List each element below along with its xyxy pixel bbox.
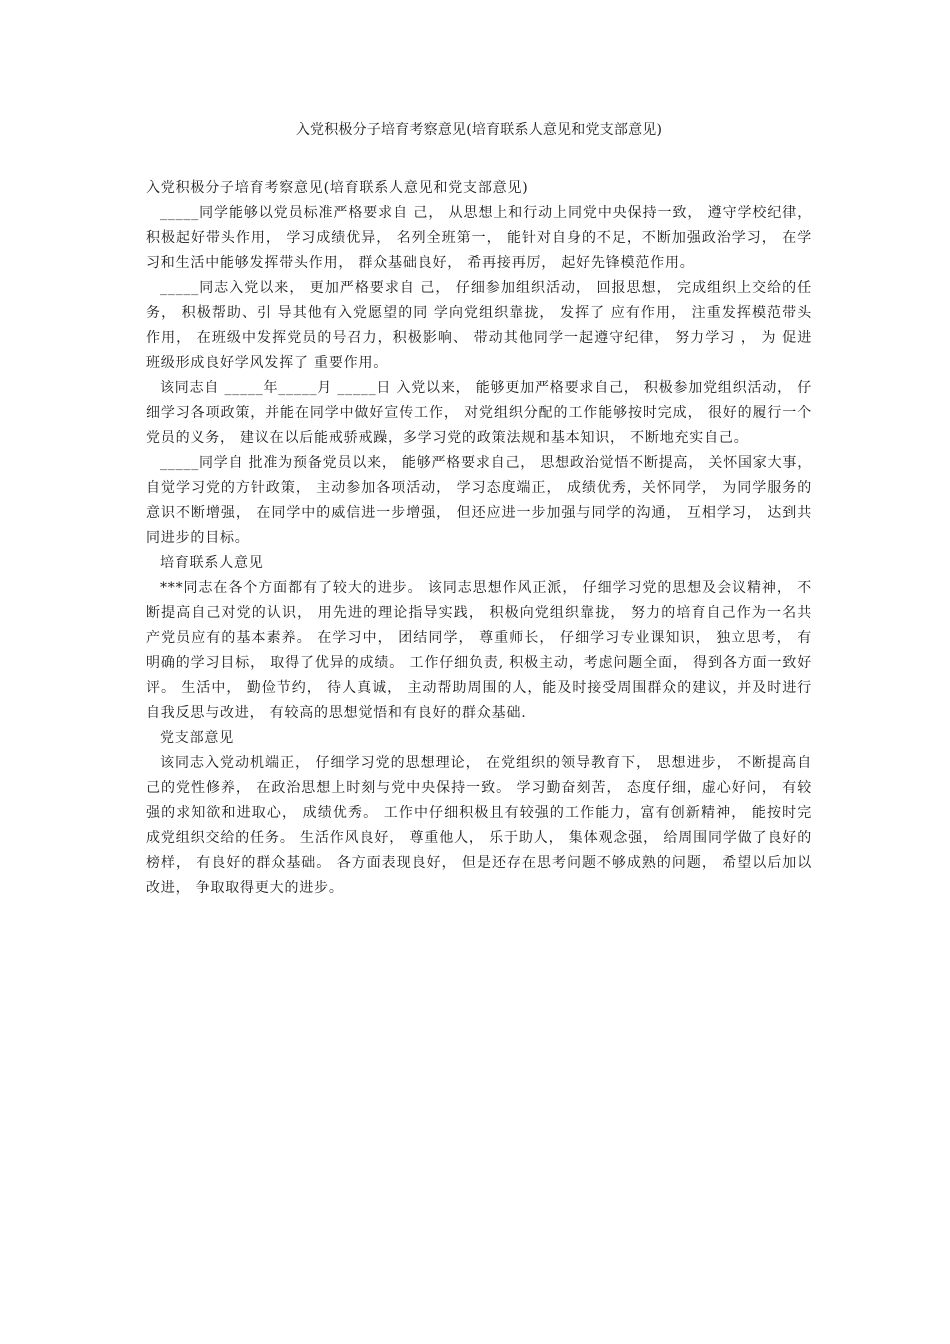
section-heading-liaison: 培育联系人意见: [160, 555, 264, 571]
paragraph-probationary-member: _____同学自 批准为预备党员以来， 能够严格要求自己， 思想政治觉悟不断提高， 关怀国家大事， 自觉学习党的方针政策， 主动参加各项活动， 学习态度端正， 成绩优秀，关怀同学， 为同学服务的意识不断增强， 在同学中的威信进一步增强， 但还应进一步加强与同学的沟通， 互相学习， 达到共同进步的目标。: [146, 455, 812, 546]
document-subtitle: 入党积极分子培育考察意见(培育联系人意见和党支部意见): [146, 180, 529, 196]
paragraph-joined-date: 该同志自 _____年_____月 _____日 入党以来， 能够更加严格要求自己， 积极参加党组织活动， 仔细学习各项政策，并能在同学中做好宣传工作， 对党组织分配的工作能够按时完成， 很好的履行一个党员的义务， 建议在以后能戒骄戒躁，多学习党的政策法规和基本知识， 不断地充实自己。: [146, 380, 812, 446]
document-page: [146, 120, 812, 901]
document-title: 入党积极分子培育考察意见(培育联系人意见和党支部意见): [295, 122, 663, 138]
paragraph-student-standard: _____同学能够以党员标准严格要求自 己， 从思想上和行动上同党中央保持一致， 遵守学校纪律， 积极起好带头作用， 学习成绩优异， 名列全班第一， 能针对自身的不足，不断加强政治学习， 在学习和生活中能够发挥带头作用， 群众基础良好， 希再接再厉， 起好先锋模范作用。: [146, 205, 812, 271]
document-body: [146, 176, 812, 901]
paragraph-branch-opinion: 该同志入党动机端正， 仔细学习党的思想理论， 在党组织的领导教育下， 思想进步， 不断提高自己的党性修养， 在政治思想上时刻与党中央保持一致。 学习勤奋刻苦， 态度仔细，虚心好问， 有较强的求知欲和进取心， 成绩优秀。 工作中仔细积极且有较强的工作能力，富有创新精神， 能按时完成党组织交给的任务。 生活作风良好， 尊重他人， 乐于助人， 集体观念强， 给周围同学做了良好的榜样， 有良好的群众基础。 各方面表现良好， 但是还存在思考问题不够成熟的问题， 希望以后加以改进， 争取取得更大的进步。: [146, 755, 812, 896]
paragraph-comrade-since-joining: _____同志入党以来， 更加严格要求自 己， 仔细参加组织活动， 回报思想， 完成组织上交给的任务， 积极帮助、引 导其他有入党愿望的同 学向党组织靠拢， 发挥了 应有作用， 注重发挥模范带头作用， 在班级中发挥党员的号召力，积极影响、 带动其他同学一起遵守纪律， 努力学习 ， 为 促进班级形成良好学风发挥了 重要作用。: [146, 280, 812, 371]
section-heading-branch: 党支部意见: [160, 730, 234, 746]
paragraph-liaison-opinion: ***同志在各个方面都有了较大的进步。 该同志思想作风正派， 仔细学习党的思想及会议精神， 不断提高自己对党的认识， 用先进的理论指导实践， 积极向党组织靠拢， 努力的培育自己作为一名共产党员应有的基本素养。 在学习中， 团结同学， 尊重师长， 仔细学习专业课知识， 独立思考， 有明确的学习目标， 取得了优异的成绩。 工作仔细负责, 积极主动，考虑问题全面， 得到各方面一致好评。 生活中， 勤俭节约， 待人真诚， 主动帮助周围的人，能及时接受周围群众的建议，并及时进行自我反思与改进， 有较高的思想觉悟和有良好的群众基础.: [146, 580, 812, 721]
